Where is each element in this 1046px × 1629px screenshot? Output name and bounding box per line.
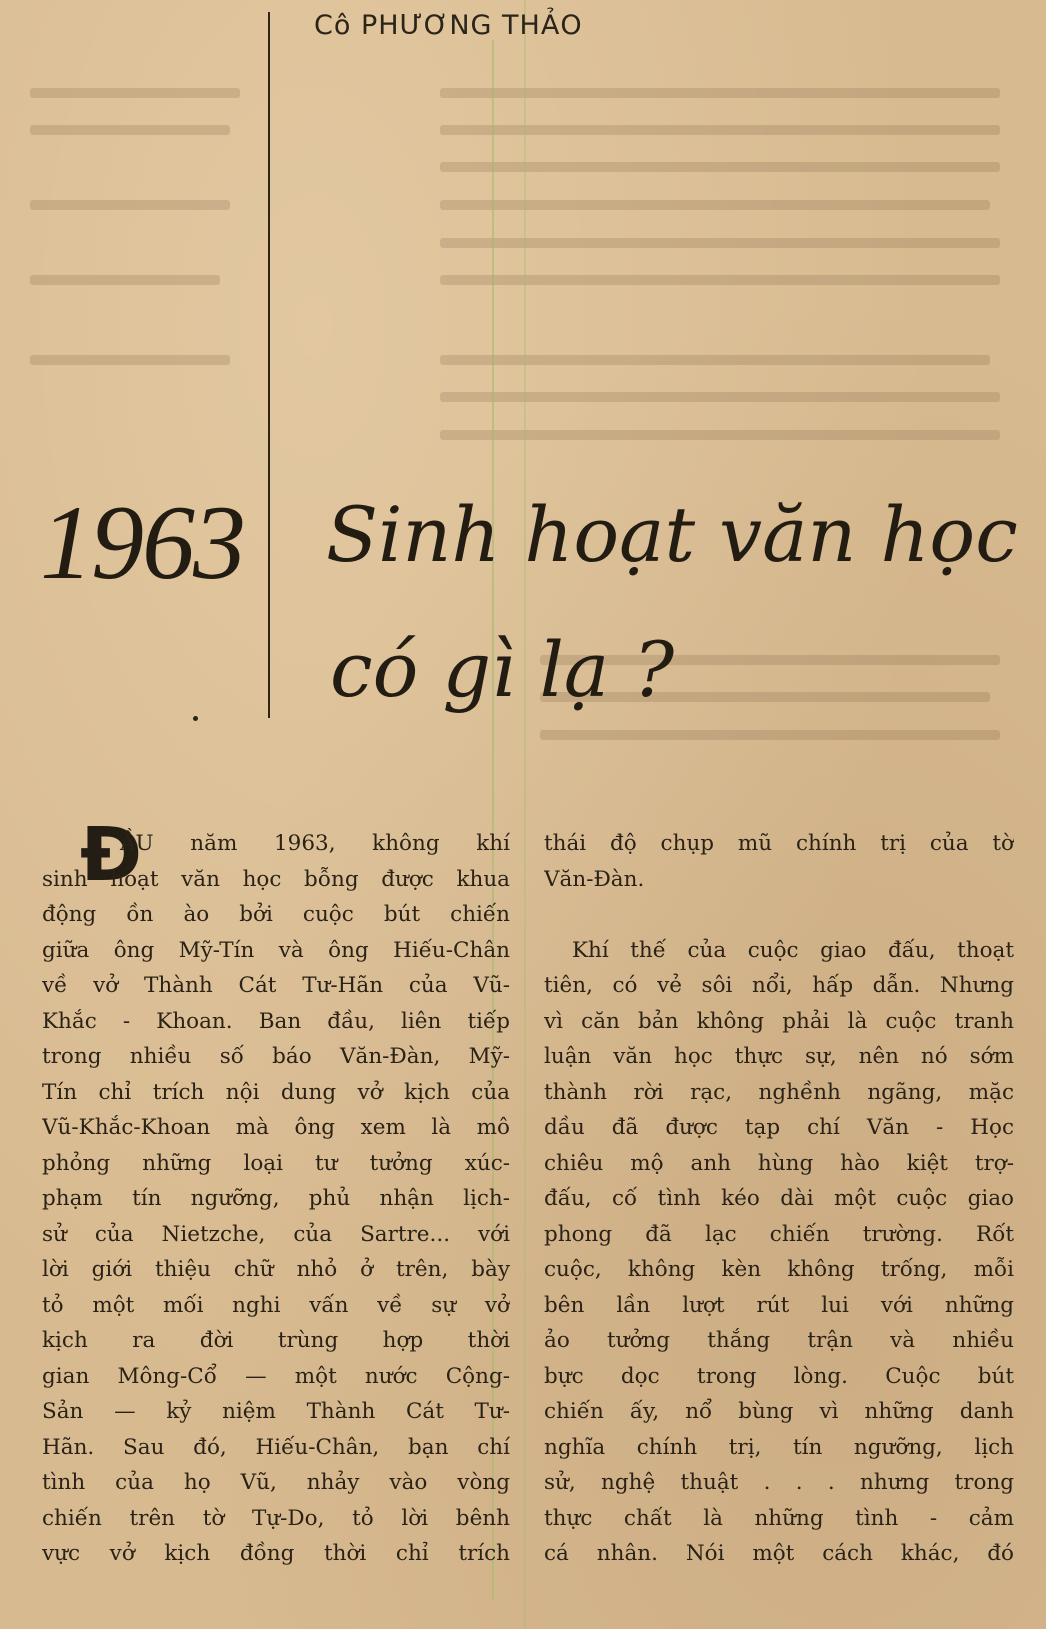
text-line: động ồn ào bởi cuộc bút chiến <box>42 902 510 927</box>
article-title-line-1: Sinh hoạt văn học <box>326 490 1018 579</box>
text-line: vì căn bản không phải là cuộc tranh <box>544 1008 1014 1034</box>
article-year: 1963 <box>40 484 244 601</box>
text-line: chiêu mộ anh hùng hào kiệt trợ- <box>544 1150 1014 1176</box>
text-line: tình của họ Vũ, nhảy vào vòng <box>42 1470 510 1495</box>
ink-dot <box>193 716 198 721</box>
text-line: bực dọc trong lòng. Cuộc bút <box>544 1363 1014 1389</box>
text-line: bên lần lượt rút lui với những <box>544 1292 1014 1318</box>
article-title-line-2: có gì lạ ? <box>330 625 675 714</box>
text-line: Vũ-Khắc-Khoan mà ông xem là mô <box>42 1115 510 1140</box>
text-line: thái độ chụp mũ chính trị của tờ <box>544 831 1014 856</box>
text-line: gian Mông-Cổ — một nước Cộng- <box>42 1363 510 1389</box>
text-line: cuộc, không kèn không trống, mỗi <box>544 1257 1014 1282</box>
text-line: thực chất là những tình - cảm <box>544 1505 1014 1531</box>
text-line: đấu, cố tình kéo dài một cuộc giao <box>544 1186 1014 1211</box>
text-line: nghĩa chính trị, tín ngưỡng, lịch <box>544 1434 1014 1460</box>
text-line: sử, nghệ thuật . . . nhưng trong <box>544 1470 1014 1495</box>
text-line: lời giới thiệu chữ nhỏ ở trên, bày <box>42 1257 510 1282</box>
text-line: Khắc - Khoan. Ban đầu, liên tiếp <box>42 1008 510 1034</box>
text-line: về vở Thành Cát Tư-Hãn của Vũ- <box>42 973 510 998</box>
text-line: phỏng những loại tư tưởng xúc- <box>42 1150 510 1176</box>
text-line: phong đã lạc chiến trường. Rốt <box>544 1221 1014 1247</box>
left-column <box>42 826 510 1572</box>
text-line: vực vở kịch đồng thời chỉ trích <box>42 1541 510 1566</box>
paragraph-gap <box>544 897 1014 933</box>
right-column <box>544 826 1014 1572</box>
text-line: kịch ra đời trùng hợp thời <box>42 1328 510 1353</box>
text-line: tỏ một mối nghi vấn về sự vở <box>42 1292 510 1318</box>
text-line: dầu đã được tạp chí Văn - Học <box>544 1115 1014 1140</box>
vertical-rule <box>268 12 270 718</box>
text-line: chiến trên tờ Tự-Do, tỏ lời bênh <box>42 1505 510 1531</box>
text-line: thành rời rạc, nghềnh ngãng, mặc <box>544 1079 1014 1105</box>
text-line: Khí thế của cuộc giao đấu, thoạt <box>572 937 1014 963</box>
text-line: luận văn học thực sự, nên nó sớm <box>544 1044 1014 1069</box>
text-line: cá nhân. Nói một cách khác, đó <box>544 1541 1014 1566</box>
text-line: tiên, có vẻ sôi nổi, hấp dẫn. Nhưng <box>544 973 1014 998</box>
text-line: sử của Nietzche, của Sartre... với <box>42 1221 510 1247</box>
drop-cap: Đ <box>80 812 143 898</box>
text-line: Hãn. Sau đó, Hiếu-Chân, bạn chí <box>42 1434 510 1460</box>
text-line: phạm tín ngưỡng, phủ nhận lịch- <box>42 1186 510 1211</box>
text-line: ảo tưởng thắng trận và nhiều <box>544 1328 1014 1353</box>
text-line: sinh hoạt văn học bỗng được khua <box>42 866 510 892</box>
text-line: chiến ấy, nổ bùng vì những danh <box>544 1399 1014 1424</box>
text-line: Văn-Đàn. <box>544 866 645 892</box>
text-line: Tín chỉ trích nội dung vở kịch của <box>42 1079 510 1105</box>
text-line: ẦU năm 1963, không khí <box>120 831 510 856</box>
text-line: trong nhiều số báo Văn-Đàn, Mỹ- <box>42 1044 510 1069</box>
author-byline: Cô PHƯƠNG THẢO <box>314 10 583 41</box>
text-line: Sản — kỷ niệm Thành Cát Tư- <box>42 1399 510 1424</box>
page-crease-right <box>524 0 526 1629</box>
text-line: giữa ông Mỹ-Tín và ông Hiếu-Chân <box>42 937 510 963</box>
